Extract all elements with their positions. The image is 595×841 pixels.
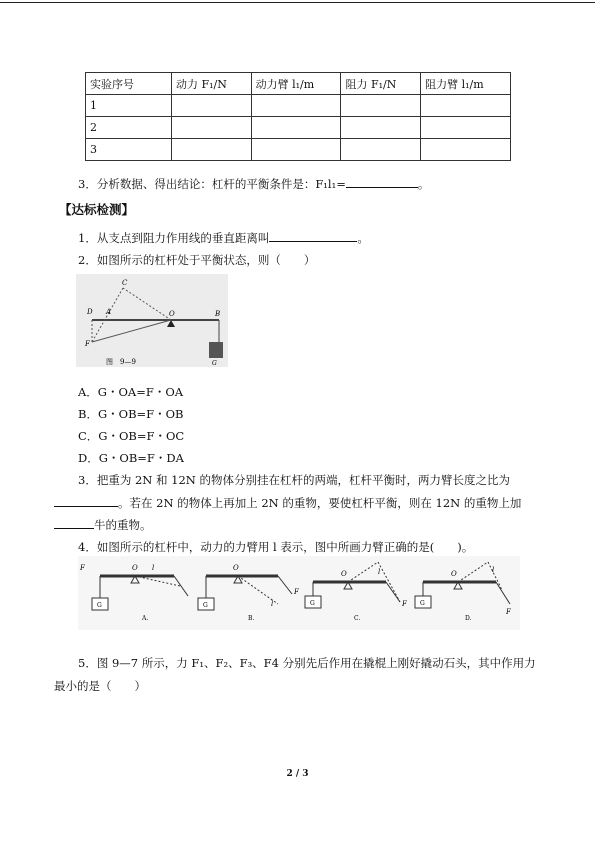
table-cell [421,139,511,161]
table-row [86,117,511,139]
table-header-row [86,73,511,95]
label-o: O [341,570,347,578]
table-cell [251,117,341,139]
label-b: B [215,310,221,318]
question-4: 4．如图所示的杠杆中，动力的力臂用 l 表示，图中所画力臂正确的是( )。 [78,540,474,554]
question-3-line-3 [54,517,152,533]
table-cell [421,95,511,117]
question-1 [78,230,369,246]
table-header-cell: 实验序号 [86,73,172,95]
label-o: O [132,564,138,572]
table-cell [172,117,252,139]
lever-arm-figures [78,556,520,630]
label-f: F [506,608,511,616]
answer-blank [54,517,94,529]
conclusion-text: 3．分析数据、得出结论：杠杆的平衡条件是：F₁l₁= [78,177,346,191]
question-5-line-2: 最小的是（ ） [54,679,146,693]
label-l: l [378,568,381,576]
option-d: D．G・OB=F・DA [78,451,184,465]
section-heading: 【达标检测】 [59,202,135,217]
label-b: B. [248,615,255,622]
q1-text: 1．从支点到阻力作用线的垂直距离叫 [78,231,270,245]
label-f: F [80,564,85,572]
table-row [86,139,511,161]
label-d: D [87,308,93,316]
label-g: G [203,602,208,609]
table-cell [421,117,511,139]
answer-blank [54,495,118,507]
q1-end: 。 [357,231,369,245]
label-c: C [122,279,128,287]
label-f: F [294,588,299,596]
label-l: l [492,566,495,574]
question-5-line-1: 5．图 9—7 所示，力 F₁、F₂、F₃、F4 分别先后作用在撬棍上刚好撬动石头，其中作用力 [78,656,536,670]
label-f: F [402,600,407,608]
table-cell: 2 [86,117,172,139]
q3-line2-text: 。若在 2N 的物体上再加上 2N 的重物，要使杠杆平衡，则在 12N 的重物上加 [118,496,522,510]
conclusion-line [78,176,429,192]
figure-caption: 图 9—9 [106,358,136,366]
page-number: 2 / 3 [286,769,309,779]
label-l: l [271,600,274,608]
label-f: F [85,340,90,348]
label-a: A [106,308,112,316]
table-cell [172,95,252,117]
q3-line3-text: 牛的重物。 [94,518,152,532]
answer-blank [346,176,418,188]
table-cell [341,117,421,139]
label-c: C. [354,615,361,622]
question-3-line-2 [54,495,521,511]
label-o: O [233,564,239,572]
label-g: G [420,600,425,607]
label-d: D. [465,615,472,622]
table-cell [172,139,252,161]
label-g: G [310,600,315,607]
table-row [86,95,511,117]
table-cell [341,139,421,161]
experiment-table [85,72,511,161]
table-header-cell: 阻力臂 l₁/m [421,73,511,95]
option-a: A．G・OA=F・OA [78,385,184,399]
header-rule [0,2,595,3]
table-header-cell: 动力 F₁/N [172,73,252,95]
table-cell: 3 [86,139,172,161]
label-a: A. [142,615,149,622]
table-header-cell: 动力臂 l₁/m [251,73,341,95]
label-l: l [152,564,155,572]
label-o: O [169,310,175,318]
question-3-line-1: 3．把重为 2N 和 12N 的物体分别挂在杠杆的两端，杠杆平衡时，两力臂长度之比为 [78,473,511,487]
weight-block [209,342,223,358]
label-g: G [97,602,102,609]
question-2: 2．如图所示的杠杆处于平衡状态，则（ ） [78,253,316,267]
table-cell [251,95,341,117]
table-cell [341,95,421,117]
option-c: C．G・OB=F・OC [78,429,185,443]
conclusion-end: 。 [417,177,430,191]
table-cell: 1 [86,95,172,117]
table-header-cell: 阻力 F₁/N [341,73,421,95]
lever-figure-9-9 [76,274,228,367]
label-g: G [212,360,217,367]
answer-blank [269,230,357,242]
option-b: B．G・OB=F・OB [78,407,184,421]
label-o: O [451,570,457,578]
table-cell [251,139,341,161]
